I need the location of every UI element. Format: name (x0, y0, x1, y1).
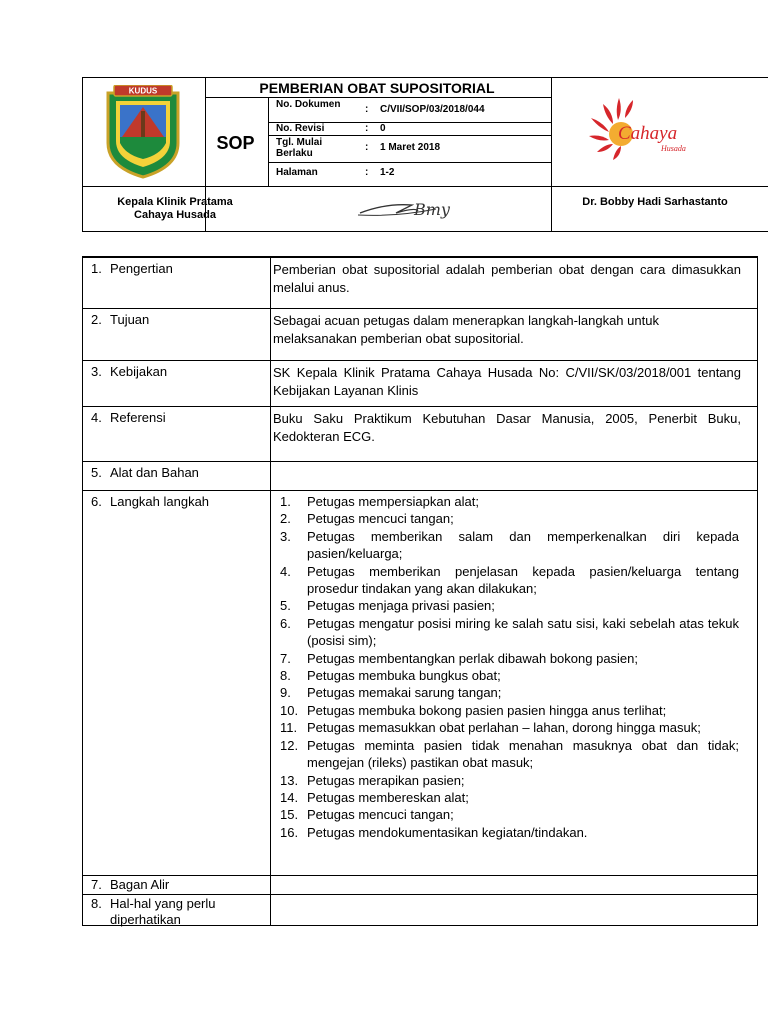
row-number: 7. (91, 877, 102, 892)
meta-row-no-dokumen (272, 98, 550, 123)
row-content: Sebagai acuan petugas dalam menerapkan langkah-langkah untuk melaksanakan pemberian obat supositorial. (273, 313, 659, 346)
meta-key: No. Revisi (276, 123, 325, 134)
list-item (273, 702, 739, 719)
row-content: SK Kepala Klinik Pratama Cahaya Husada No: C/VII/SK/03/2018/001 tentang Kebijakan Layanan Klinis (273, 365, 741, 398)
step-number: 4. (280, 563, 291, 579)
table-row-pengertian (83, 257, 757, 309)
meta-colon: : (365, 104, 369, 115)
row-number: 8. (91, 896, 102, 911)
meta-colon: : (365, 142, 369, 153)
step-text: Petugas memberikan salam dan memperkenalkan diri kepada pasien/keluarga; (307, 528, 739, 562)
step-text: Petugas memasukkan obat perlahan – lahan, dorong hingga masuk; (307, 720, 701, 736)
step-text: Petugas mendokumentasikan kegiatan/tindakan. (307, 824, 588, 840)
step-text: Petugas menjaga privasi pasien; (307, 598, 495, 614)
step-text: Petugas membuka bungkus obat; (307, 668, 501, 684)
row-number: 6. (91, 494, 102, 509)
list-item (273, 528, 739, 563)
signer-left: Kepala Klinik Pratama Cahaya Husada (117, 196, 233, 221)
page-title: PEMBERIAN OBAT SUPOSITORIAL (259, 80, 495, 96)
list-item (273, 772, 739, 789)
signature-image (356, 195, 468, 223)
step-text: Petugas memberikan penjelasan kepada pasien/keluarga tentang prosedur tindakan yang akan dilakukan; (307, 563, 739, 597)
table-row-hal-hal (83, 894, 757, 927)
table-row-langkah (83, 490, 757, 876)
meta-colon: : (365, 167, 369, 178)
signer-right: Dr. Bobby Hadi Sarhastanto (582, 196, 728, 208)
meta-key: No. Dokumen (276, 99, 341, 110)
list-item (273, 597, 739, 614)
list-item (273, 737, 739, 772)
step-number: 2. (280, 511, 291, 527)
kudus-crest-logo (100, 85, 186, 179)
list-item (273, 615, 739, 650)
meta-value: 1-2 (380, 167, 395, 178)
step-number: 13. (280, 772, 299, 788)
step-number: 1. (280, 494, 291, 509)
step-number: 3. (280, 528, 291, 544)
row-number: 3. (91, 364, 102, 379)
row-number: 2. (91, 312, 102, 327)
row-number: 5. (91, 465, 102, 480)
row-number: 4. (91, 410, 102, 425)
meta-row-no-revisi (272, 123, 550, 136)
signature-text: Bmy (414, 200, 450, 219)
step-text: Petugas memakai sarung tangan; (307, 685, 502, 701)
row-content: Pemberian obat supositorial adalah pemberian obat dengan cara dimasukkan melalui anus. (273, 262, 741, 295)
step-text: Petugas mengatur posisi miring ke salah satu sisi, kaki sebelah atas tekuk (posisi sim); (307, 615, 739, 649)
list-item (273, 650, 739, 667)
step-number: 16. (280, 824, 299, 840)
step-number: 15. (280, 807, 299, 823)
list-item (273, 824, 739, 841)
step-text: Petugas mempersiapkan alat; (307, 494, 479, 509)
step-number: 14. (280, 789, 299, 805)
step-number: 8. (280, 668, 291, 684)
list-item (273, 806, 739, 823)
row-number: 1. (91, 261, 102, 276)
kudus-logo-text: KUDUS (128, 86, 158, 96)
meta-value: 1 Maret 2018 (380, 142, 441, 153)
list-item (273, 493, 739, 510)
table-row-alat-dan-bahan (83, 461, 757, 491)
step-number: 7. (280, 650, 291, 666)
list-item (273, 719, 739, 736)
row-label: Tujuan (110, 312, 150, 327)
cahaya-logo-text: Cahaya (618, 123, 678, 144)
meta-colon: : (365, 123, 369, 134)
row-label: Referensi (110, 410, 166, 425)
meta-row-tgl-mulai (272, 136, 550, 163)
step-text: Petugas membuka bokong pasien pasien hingga anus terlihat; (307, 702, 667, 718)
row-label: Hal-hal yang perlu diperhatikan (110, 896, 216, 927)
meta-value: 0 (380, 123, 386, 134)
table-row-kebijakan (83, 360, 757, 407)
steps-list (273, 493, 739, 841)
step-number: 10. (280, 702, 299, 718)
step-text: Petugas mencuci tangan; (307, 807, 454, 823)
table-row-tujuan (83, 308, 757, 361)
step-text: Petugas membereskan alat; (307, 789, 469, 805)
step-text: Petugas membentangkan perlak dibawah bokong pasien; (307, 650, 639, 666)
step-number: 6. (280, 615, 291, 631)
list-item (273, 510, 739, 527)
row-label: Alat dan Bahan (110, 465, 199, 480)
step-number: 12. (280, 737, 299, 753)
sop-content-table (82, 256, 758, 926)
husada-logo-text: Husada (661, 144, 686, 153)
row-label: Langkah langkah (110, 494, 210, 509)
table-row-referensi (83, 406, 757, 462)
row-content: Buku Saku Praktikum Kebutuhan Dasar Manusia, 2005, Penerbit Buku, Kedokteran ECG. (273, 411, 741, 444)
meta-key: Tgl. Mulai Berlaku (276, 137, 323, 159)
row-label: Kebijakan (110, 364, 168, 379)
table-row-bagan-alir (83, 875, 757, 895)
list-item (273, 667, 739, 684)
meta-value: C/VII/SOP/03/2018/044 (380, 104, 485, 115)
meta-row-halaman (272, 167, 550, 183)
meta-key: Halaman (276, 167, 318, 178)
list-item (273, 684, 739, 701)
list-item (273, 563, 739, 598)
row-label: Bagan Alir (110, 877, 170, 892)
step-number: 11. (280, 720, 298, 736)
step-number: 9. (280, 685, 291, 701)
list-item (273, 789, 739, 806)
row-label: Pengertian (110, 261, 173, 276)
cahaya-husada-logo (585, 94, 695, 164)
step-text: Petugas mencuci tangan; (307, 511, 454, 527)
step-text: Petugas merapikan pasien; (307, 772, 465, 788)
step-text: Petugas meminta pasien tidak menahan masuknya obat dan tidak; mengejan (rileks) pastikan obat masuk; (307, 737, 739, 771)
sop-label: SOP (216, 133, 255, 153)
step-number: 5. (280, 598, 291, 614)
